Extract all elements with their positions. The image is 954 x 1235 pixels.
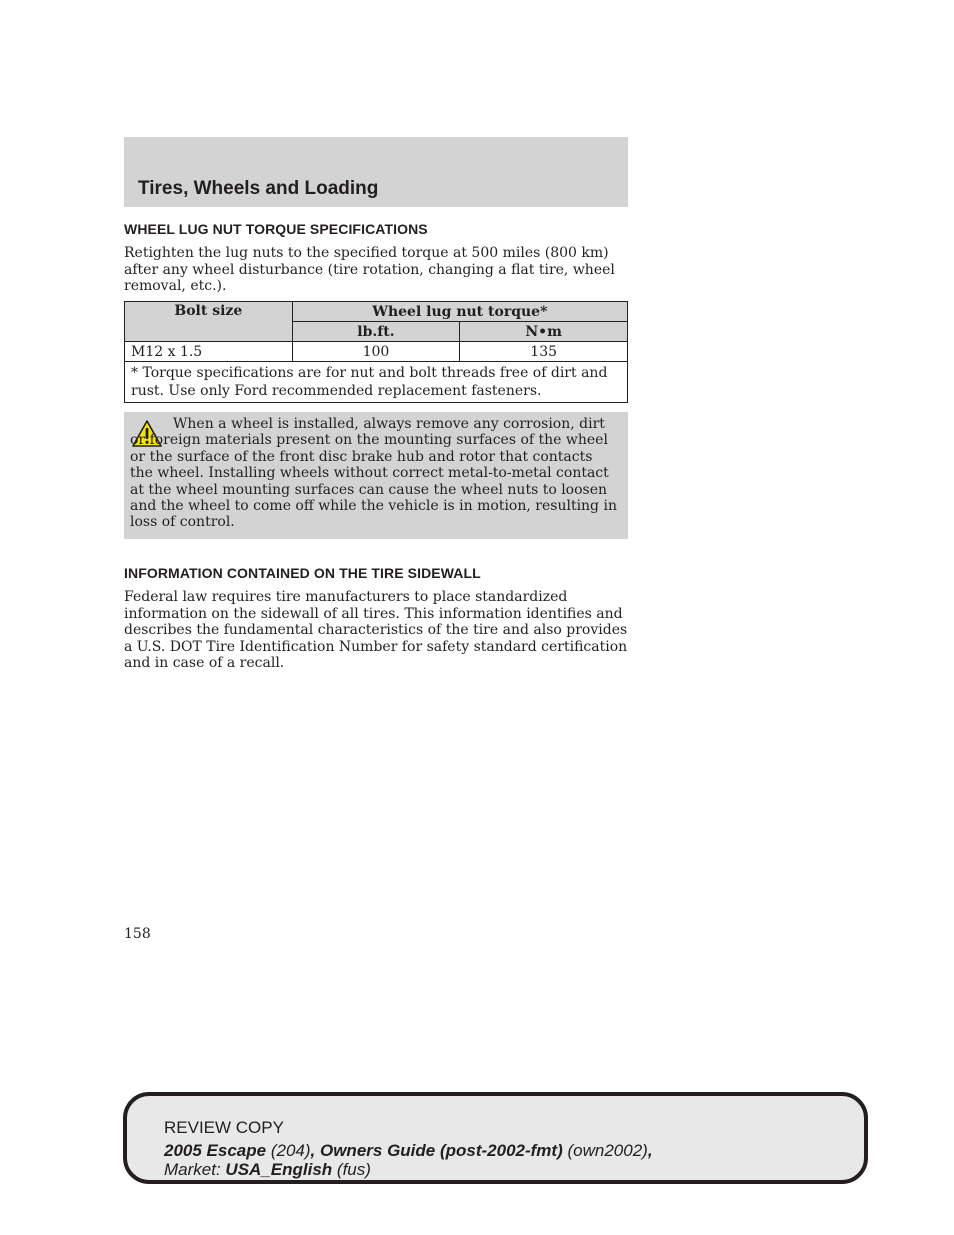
sidewall-heading: INFORMATION CONTAINED ON THE TIRE SIDEWALL: [124, 565, 481, 581]
bolt-size-cell: M12 x 1.5: [125, 342, 293, 362]
review-sep: ,: [310, 1141, 316, 1160]
review-market-line: [164, 1160, 371, 1180]
table-row: [125, 342, 628, 362]
review-guide-code: (own2002): [567, 1141, 648, 1160]
review-market-code: (fus): [336, 1160, 371, 1179]
nm-cell: 135: [460, 342, 628, 362]
page-number: 158: [124, 926, 151, 942]
unit-nm: N•m: [460, 322, 628, 342]
section-header: [124, 137, 628, 207]
review-guide: Owners Guide (post-2002-fmt): [319, 1141, 563, 1160]
sidewall-body: Federal law requires tire manufacturers to place standardized information on the sidewall of all tires. This information identifies and describes the fundamental characteristics of the tire and also provides a U.S. DOT Tire Identification Number for safety standard certification and in case of a recall.: [124, 589, 628, 671]
col-torque: Wheel lug nut torque*: [292, 302, 627, 322]
warning-box: [124, 412, 628, 539]
section-title: Tires, Wheels and Loading: [138, 178, 379, 199]
review-sep: ,: [647, 1141, 653, 1160]
lbft-cell: 100: [292, 342, 460, 362]
table-footnote: * Torque specifications are for nut and bolt threads free of dirt and rust. Use only Ford recommended replacement fasteners.: [125, 362, 628, 403]
review-market-label: Market:: [164, 1160, 221, 1179]
review-model-code: (204): [270, 1141, 311, 1160]
review-copy-box: [123, 1092, 868, 1184]
review-market: USA_English: [225, 1160, 333, 1179]
review-copy-label: REVIEW COPY: [164, 1118, 284, 1137]
lug-nut-intro: Retighten the lug nuts to the specified torque at 500 miles (800 km) after any wheel disturbance (tire rotation, changing a flat tire, wheel removal, etc.).: [124, 245, 615, 294]
unit-lbft: lb.ft.: [292, 322, 460, 342]
review-doc-line: [164, 1141, 653, 1161]
review-model: 2005 Escape: [164, 1141, 267, 1160]
col-bolt-size: Bolt size: [125, 302, 293, 342]
lug-nut-heading: WHEEL LUG NUT TORQUE SPECIFICATIONS: [124, 221, 428, 237]
warning-text: When a wheel is installed, always remove any corrosion, dirt or foreign materials present on the mounting surfaces of the wheel or the surface of the front disc brake hub and rotor that contacts the wheel. Installing wheels without correct metal-to-metal contact at the wheel mounting surfaces can cause the wheel nuts to loosen and the wheel to come off while the vehicle is in motion, resulting in loss of control.: [130, 416, 617, 531]
torque-table: [124, 301, 628, 403]
